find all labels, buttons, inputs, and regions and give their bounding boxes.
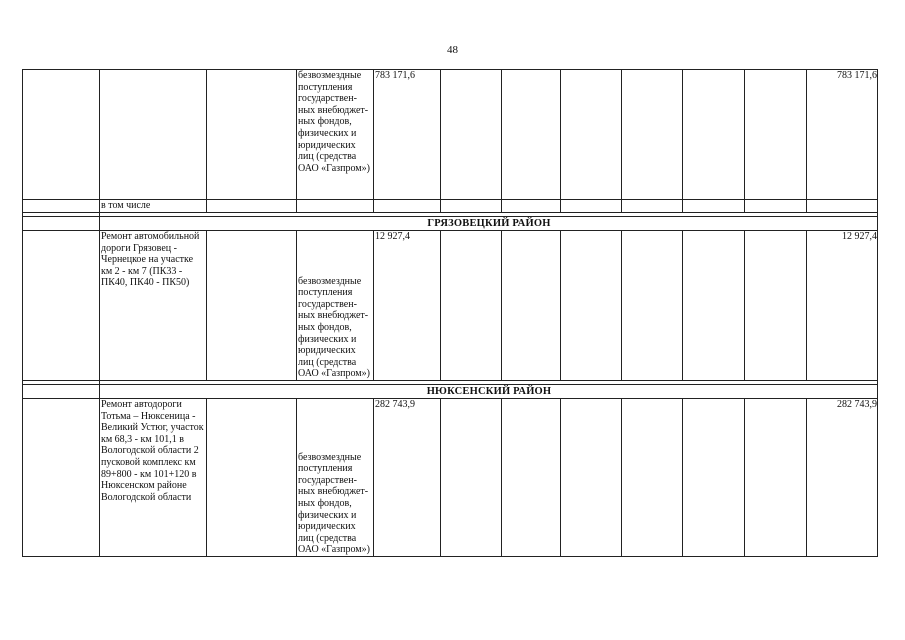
table-cell bbox=[561, 399, 622, 557]
table-cell bbox=[683, 70, 745, 200]
total-cell: 12 927,4 bbox=[807, 231, 878, 381]
district-row bbox=[23, 217, 878, 231]
table-cell bbox=[23, 217, 100, 231]
object-cell bbox=[100, 70, 207, 200]
table-cell bbox=[441, 399, 502, 557]
district-heading: НЮКСЕНСКИЙ РАЙОН bbox=[100, 385, 878, 399]
table-cell bbox=[441, 200, 502, 213]
table-cell bbox=[23, 200, 100, 213]
table-cell bbox=[745, 231, 807, 381]
table-cell bbox=[207, 70, 297, 200]
table-cell bbox=[23, 70, 100, 200]
page-number: 48 bbox=[447, 44, 458, 56]
table-cell bbox=[622, 231, 683, 381]
table-cell bbox=[502, 70, 561, 200]
table-cell bbox=[622, 399, 683, 557]
table-cell bbox=[502, 399, 561, 557]
table-cell bbox=[207, 399, 297, 557]
table-cell bbox=[374, 200, 441, 213]
amount-cell: 282 743,9 bbox=[374, 399, 441, 557]
table-cell bbox=[23, 231, 100, 381]
table-row bbox=[23, 200, 878, 213]
amount-cell: 12 927,4 bbox=[374, 231, 441, 381]
budget-table bbox=[22, 69, 878, 557]
table-cell bbox=[502, 200, 561, 213]
table-cell bbox=[683, 231, 745, 381]
table-cell bbox=[683, 399, 745, 557]
table-cell bbox=[807, 200, 878, 213]
table-cell bbox=[622, 200, 683, 213]
table-cell bbox=[23, 399, 100, 557]
table-cell bbox=[622, 70, 683, 200]
amount-cell: 783 171,6 bbox=[374, 70, 441, 200]
object-cell: Ремонт автодороги Тотьма – Нюксеница - Великий Устюг, участок км 68,3 - км 101,1 в Вологодской области 2 пусковой комплекс км 89+800 - км 101+120 в Нюксенском районе Вологодской области bbox=[100, 399, 207, 557]
table-row bbox=[23, 231, 878, 381]
object-cell: в том числе bbox=[100, 200, 207, 213]
funding-source-cell: безвозмездные поступления государствен-ных внебюджет-ных фондов, физических и юридических лиц (средства ОАО «Газпром») bbox=[297, 399, 374, 557]
table-cell bbox=[745, 200, 807, 213]
table-cell bbox=[207, 200, 297, 213]
table-cell bbox=[561, 200, 622, 213]
total-cell: 783 171,6 bbox=[807, 70, 878, 200]
table-cell bbox=[441, 231, 502, 381]
object-cell: Ремонт автомобильной дороги Грязовец - Чернецкое на участке км 2 - км 7 (ПК33 - ПК40, ПК40 - ПК50) bbox=[100, 231, 207, 381]
table-cell bbox=[561, 231, 622, 381]
total-cell: 282 743,9 bbox=[807, 399, 878, 557]
table-cell bbox=[745, 70, 807, 200]
funding-source-cell: безвозмездные поступления государствен-ных внебюджет-ных фондов, физических и юридических лиц (средства ОАО «Газпром») bbox=[297, 70, 374, 200]
table-cell bbox=[745, 399, 807, 557]
district-heading: ГРЯЗОВЕЦКИЙ РАЙОН bbox=[100, 217, 878, 231]
table-cell bbox=[23, 385, 100, 399]
table-cell bbox=[683, 200, 745, 213]
table-cell bbox=[297, 200, 374, 213]
table-row bbox=[23, 70, 878, 200]
table-cell bbox=[441, 70, 502, 200]
funding-source-cell: безвозмездные поступления государствен-ных внебюджет-ных фондов, физических и юридических лиц (средства ОАО «Газпром») bbox=[297, 231, 374, 381]
table-cell bbox=[561, 70, 622, 200]
district-row bbox=[23, 385, 878, 399]
table-cell bbox=[502, 231, 561, 381]
table-cell bbox=[207, 231, 297, 381]
table-row bbox=[23, 399, 878, 557]
